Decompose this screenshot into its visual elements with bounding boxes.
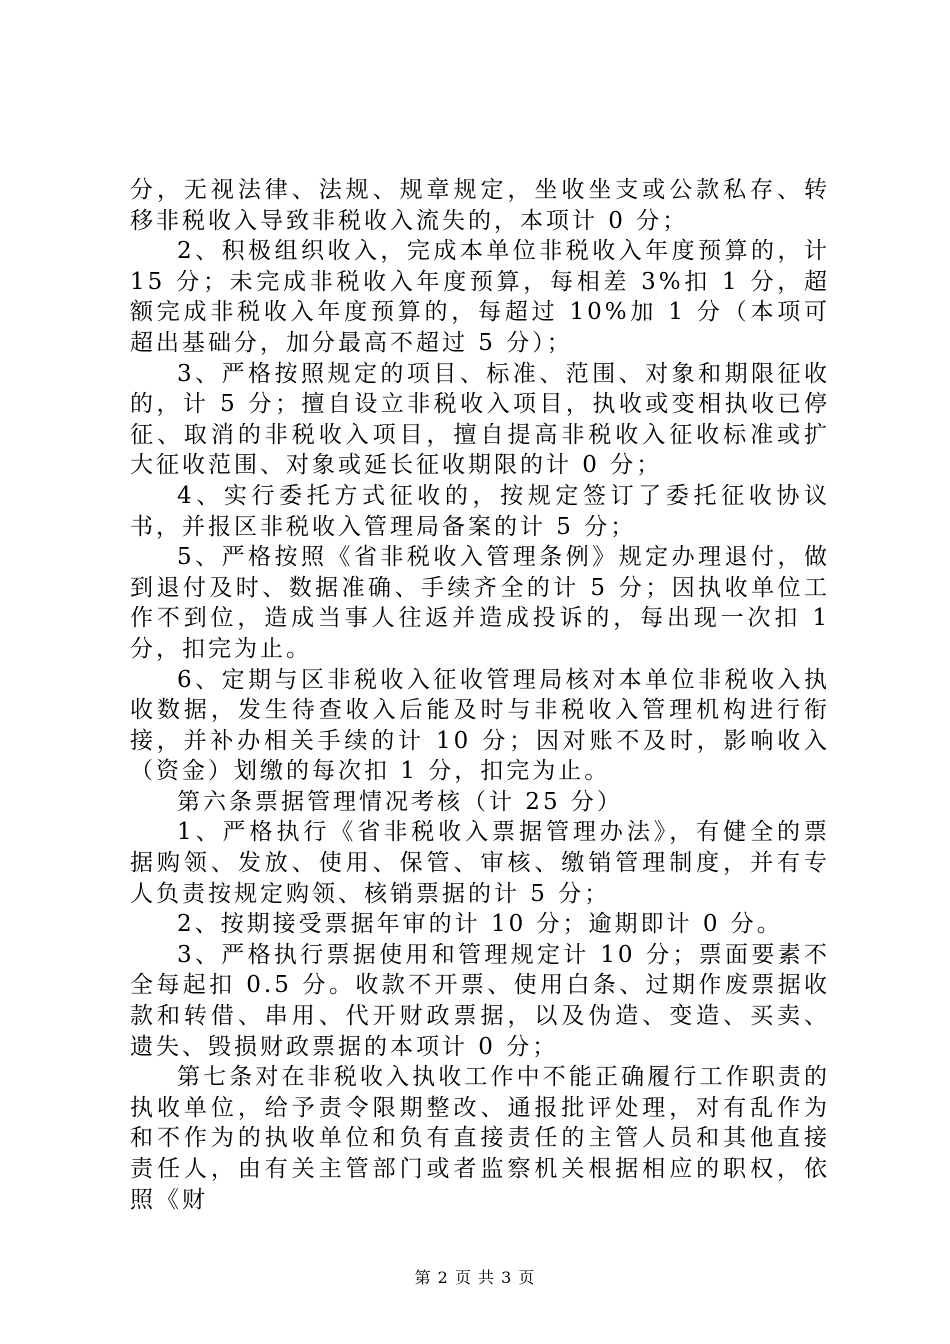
article-six-item-2: 2、按期接受票据年审的计 10 分；逾期即计 0 分。	[177, 911, 783, 938]
paragraph-item-5: 5、严格按照《省非税收入管理条例》规定办理退付，做到退付及时、数据准确、手续齐全的计 5 分；因执收单位工作不到位，造成当事人往返并造成投诉的，每出现一次扣 1 分，扣完为止。	[130, 544, 830, 662]
paragraph-item-6: 6、定期与区非税收入征收管理局核对本单位非税收入执收数据，发生待查收入后能及时与非税收入管理机构进行衔接，并补办相关手续的计 10 分；因对账不及时，影响收入（资金）划缴的每次扣 1 分，扣完为止。	[130, 666, 830, 785]
document-body	[130, 175, 830, 1215]
paragraph-item-2: 2、积极组织收入，完成本单位非税收入年度预算的，计 15 分；未完成非税收入年度预算，每相差 3%扣 1 分，超额完成非税收入年度预算的，每超过 10%加 1 分（本项可超出基础分，加分最高不超过 5 分）；	[130, 238, 830, 356]
page-number-footer: 第 2 页 共 3 页	[414, 1268, 536, 1287]
paragraph-continuation: 分，无视法律、法规、规章规定，坐收坐支或公款私存、转移非税收入导致非税收入流失的，本项计 0 分；	[130, 177, 830, 234]
article-six-item-1: 1、严格执行《省非税收入票据管理办法》，有健全的票据购领、发放、使用、保管、审核、缴销管理制度，并有专人负责按规定购领、核销票据的计 5 分；	[130, 819, 830, 907]
article-six-item-3: 3、严格执行票据使用和管理规定计 10 分；票面要素不全每起扣 0.5 分。收款不开票、使用白条、过期作废票据收款和转借、串用、代开财政票据，以及伪造、变造、买卖、遗失、毁损财政票据的本项计 0 分；	[130, 941, 830, 1060]
paragraph-item-4: 4、实行委托方式征收的，按规定签订了委托征收协议书，并报区非税收入管理局备案的计 5 分；	[130, 482, 830, 540]
article-seven-paragraph: 第七条对在非税收入执收工作中不能正确履行工作职责的执收单位，给予责令限期整改、通报批评处理，对有乱作为和不作为的执收单位和负有直接责任的主管人员和其他直接责任人，由有关主管部门或者监察机关根据相应的职权，依照《财	[130, 1064, 830, 1213]
paragraph-item-3: 3、严格按照规定的项目、标准、范围、对象和期限征收的，计 5 分；擅自设立非税收入项目，执收或变相执收已停征、取消的非税收入项目，擅自提高非税收入征收标准或扩大征收范围、对象或延长征收期限的计 0 分；	[130, 360, 830, 479]
article-six-heading: 第六条票据管理情况考核（计 25 分）	[177, 788, 623, 815]
